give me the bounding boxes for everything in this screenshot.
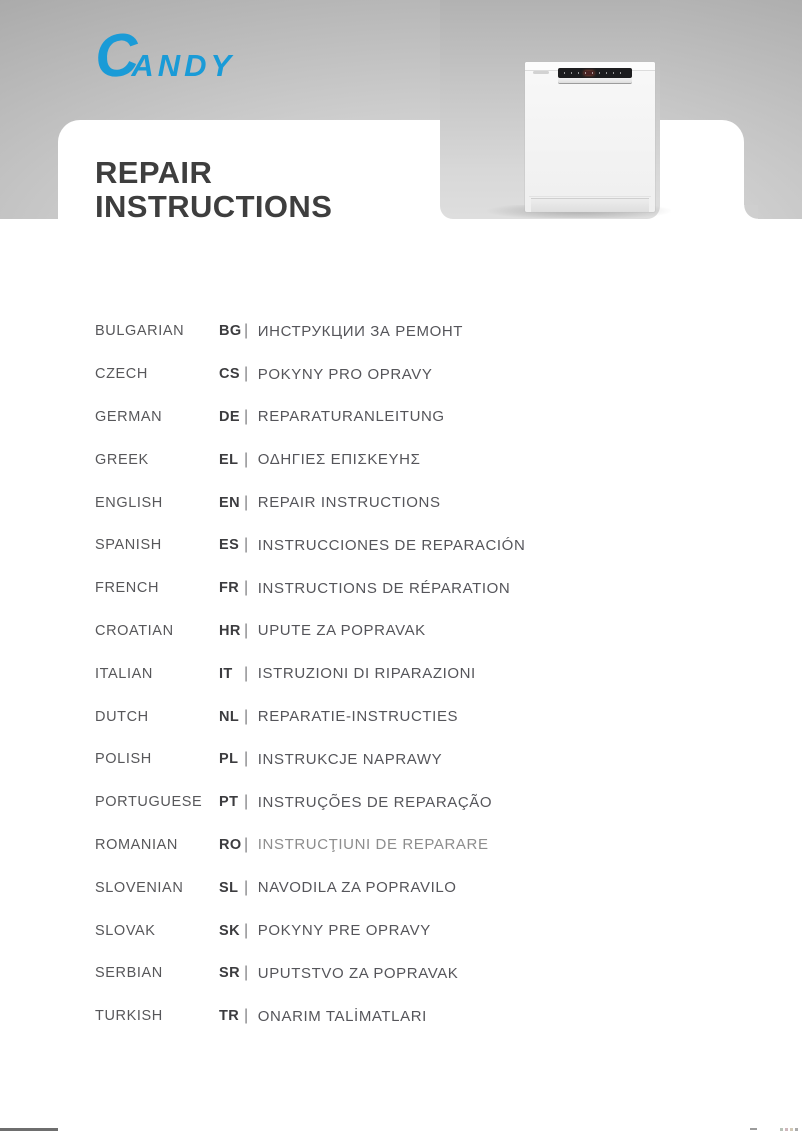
language-row — [58, 952, 744, 995]
pipe-separator: | — [244, 579, 249, 597]
language-code: HR — [219, 622, 241, 639]
dishwasher-door-seam — [529, 196, 651, 197]
language-name: DUTCH — [95, 708, 149, 725]
pipe-separator: | — [244, 921, 249, 939]
print-mark — [780, 1128, 783, 1131]
language-name: POLISH — [95, 751, 152, 768]
dishwasher-body — [525, 62, 655, 212]
language-name: SLOVENIAN — [95, 879, 184, 896]
language-row — [58, 781, 744, 824]
translated-title: POKYNY PRE OPRAVY — [257, 922, 431, 940]
translated-title: ONARIM TALİMATLARI — [257, 1007, 427, 1025]
language-row — [58, 652, 744, 695]
pipe-separator: | — [244, 322, 249, 340]
page-title-line1: REPAIR — [95, 155, 213, 190]
translated-title: ИНСТРУКЦИИ ЗА РЕМОНТ — [257, 322, 464, 340]
page-edge-dash — [750, 1128, 757, 1130]
language-row — [58, 481, 744, 524]
language-name: SPANISH — [95, 537, 162, 554]
language-code: IT — [219, 665, 233, 682]
translated-title: ISTRUZIONI DI RIPARAZIONI — [257, 665, 476, 683]
language-name: CROATIAN — [95, 622, 174, 639]
language-name: ROMANIAN — [95, 836, 178, 853]
pipe-separator: | — [244, 707, 249, 725]
pipe-separator: | — [244, 750, 249, 768]
language-name: FRENCH — [95, 580, 160, 597]
print-registration-marks — [780, 1127, 802, 1131]
language-code: EN — [219, 494, 240, 511]
pipe-separator: | — [244, 450, 249, 468]
candy-logo-text: ANDY — [131, 48, 236, 83]
dishwasher-kickplate — [531, 198, 649, 212]
language-row — [58, 310, 744, 353]
language-name: ITALIAN — [95, 665, 153, 682]
language-code: PT — [219, 794, 239, 811]
page-title-line2: INSTRUCTIONS — [95, 189, 333, 224]
translated-title: INSTRUKCJE NAPRAWY — [257, 750, 443, 768]
language-name: PORTUGUESE — [95, 794, 203, 811]
content-card — [58, 120, 744, 1134]
language-code: PL — [219, 751, 239, 768]
language-code: EL — [219, 451, 239, 468]
language-row — [58, 610, 744, 653]
language-code: TR — [219, 1008, 240, 1025]
language-code: BG — [219, 323, 242, 340]
translated-title: INSTRUÇÕES DE REPARAÇÃO — [257, 793, 493, 811]
pipe-separator: | — [244, 365, 249, 383]
translated-title: ΟΔΗΓΙΕΣ ΕΠΙΣΚΕΥΗΣ — [257, 451, 421, 469]
language-code: SL — [219, 879, 239, 896]
dishwasher-display — [584, 71, 594, 75]
card-corner-fillet — [744, 205, 758, 219]
language-name: CZECH — [95, 366, 148, 383]
language-code: SR — [219, 965, 240, 982]
language-list — [58, 310, 744, 1038]
pipe-separator: | — [244, 878, 249, 896]
translated-title: REPAIR INSTRUCTIONS — [257, 494, 441, 512]
language-name: GREEK — [95, 451, 149, 468]
print-mark — [785, 1128, 788, 1131]
print-mark — [790, 1128, 793, 1131]
translated-title: REPARATIE-INSTRUCTIES — [257, 708, 459, 726]
language-name: BULGARIAN — [95, 323, 185, 340]
translated-title: UPUTSTVO ZA POPRAVAK — [257, 964, 459, 982]
language-row — [58, 695, 744, 738]
language-name: TURKISH — [95, 1008, 163, 1025]
language-row — [58, 738, 744, 781]
pipe-separator: | — [244, 493, 249, 511]
language-row — [58, 524, 744, 567]
dishwasher-image — [525, 62, 655, 212]
dishwasher-brand-label — [533, 71, 549, 74]
language-code: RO — [219, 836, 242, 853]
pipe-separator: | — [244, 664, 249, 682]
candy-logo — [92, 20, 236, 91]
pipe-separator: | — [244, 621, 249, 639]
pipe-separator: | — [244, 964, 249, 982]
language-row — [58, 567, 744, 610]
translated-title: NAVODILA ZA POPRAVILO — [257, 879, 457, 897]
page-title — [95, 156, 332, 224]
language-row — [58, 396, 744, 439]
translated-title: INSTRUCCIONES DE REPARACIÓN — [257, 536, 526, 554]
language-name: GERMAN — [95, 408, 163, 425]
language-code: NL — [219, 708, 240, 725]
candy-logo-c: C — [92, 20, 140, 91]
translated-title: REPARATURANLEITUNG — [257, 408, 445, 426]
language-code: FR — [219, 580, 240, 597]
translated-title: INSTRUCŢIUNI DE REPARARE — [257, 836, 489, 854]
language-code: SK — [219, 922, 240, 939]
language-row — [58, 866, 744, 909]
language-row — [58, 353, 744, 396]
language-code: DE — [219, 408, 240, 425]
pipe-separator: | — [244, 793, 249, 811]
language-name: SERBIAN — [95, 965, 163, 982]
language-row — [58, 909, 744, 952]
dishwasher-handle — [558, 78, 632, 84]
dishwasher-control-panel — [558, 68, 632, 78]
print-mark — [795, 1128, 798, 1131]
language-row — [58, 438, 744, 481]
translated-title: UPUTE ZA POPRAVAK — [257, 622, 426, 640]
language-row — [58, 995, 744, 1038]
language-code: ES — [219, 537, 240, 554]
pipe-separator: | — [244, 1007, 249, 1025]
pipe-separator: | — [244, 407, 249, 425]
language-name: ENGLISH — [95, 494, 163, 511]
translated-title: INSTRUCTIONS DE RÉPARATION — [257, 579, 511, 597]
language-code: CS — [219, 366, 240, 383]
pipe-separator: | — [244, 536, 249, 554]
translated-title: POKYNY PRO OPRAVY — [257, 365, 433, 383]
pipe-separator: | — [244, 835, 249, 853]
dishwasher-photo — [440, 0, 660, 219]
language-row — [58, 824, 744, 867]
language-name: SLOVAK — [95, 922, 156, 939]
